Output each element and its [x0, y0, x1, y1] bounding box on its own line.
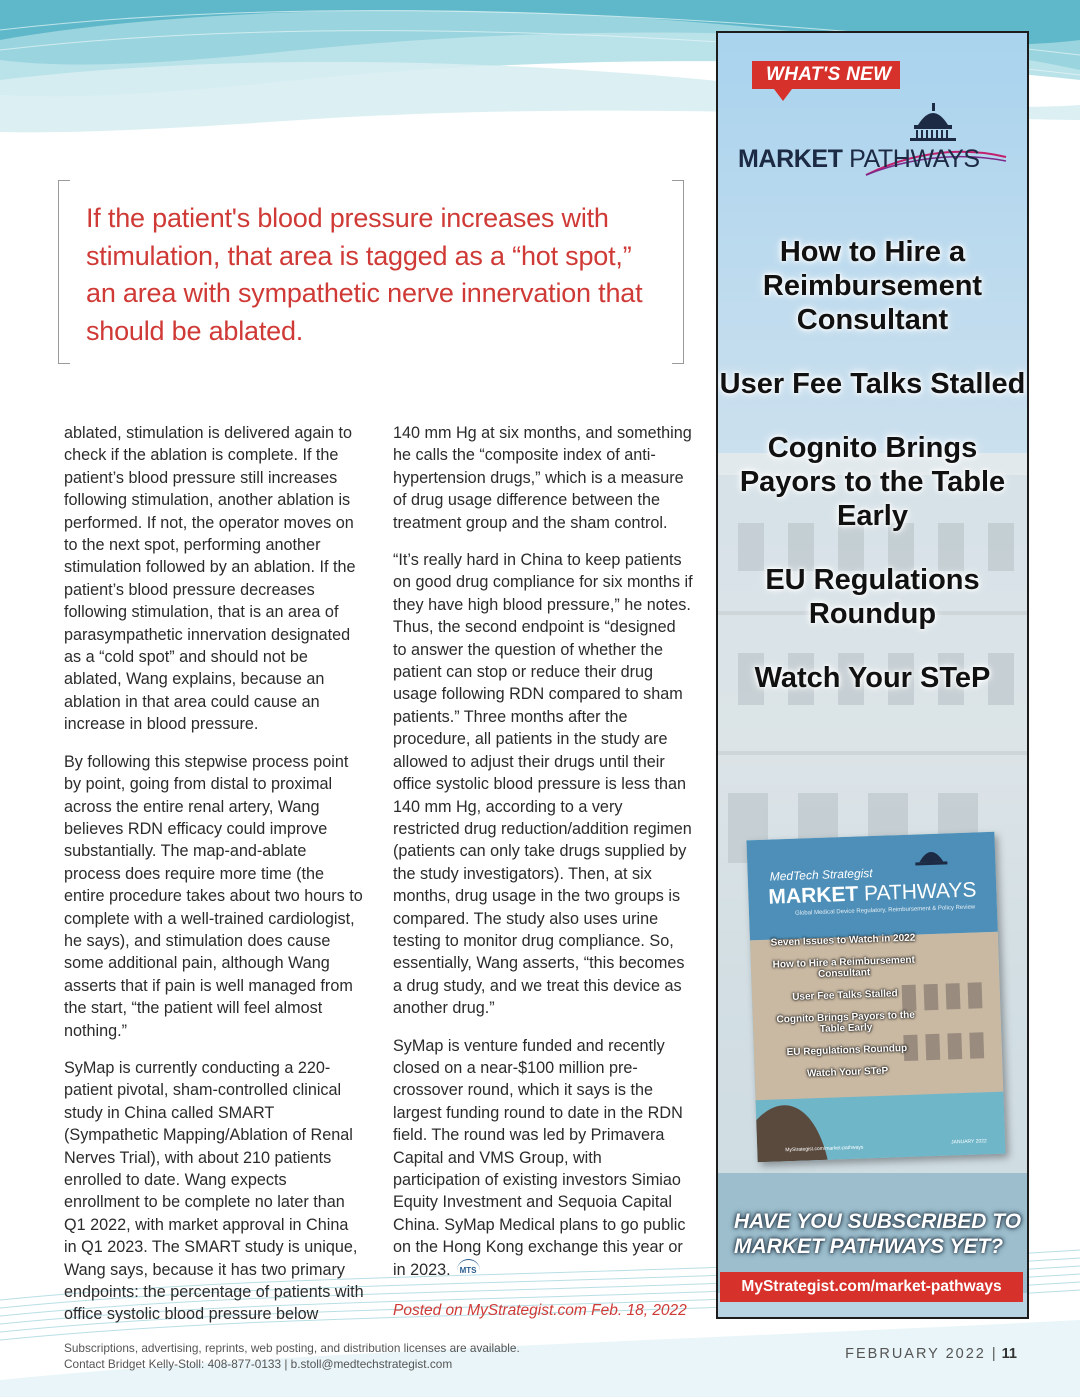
cover-headline: User Fee Talks Stalled — [792, 988, 898, 1003]
pull-quote-left-bracket — [58, 180, 70, 364]
paragraph: ablated, stimulation is delivered again to check if the ablation is complete. If the patient’s blood pressure still increases following stimulation, another ablation is performed. If not, the operator moves on to the next spot, performing another stimulation followed by an ablation. If the patient’s blood pressure decreases following stimulation, that is an area of parasympathetic innervation designated as a “cold spot” and should not be ablated, Wang explains, because an ablation in that area could cause an increase in blood pressure. — [64, 424, 356, 734]
cover-headline: Watch Your STeP — [806, 1065, 889, 1080]
folio-separator: | — [991, 1346, 996, 1362]
footer-contact — [64, 1340, 520, 1372]
cover-url: MyStrategist.com/market-pathways — [785, 1144, 864, 1154]
whats-new-badge: WHAT'S NEW — [752, 61, 900, 89]
subscribe-prompt: HAVE YOU SUBSCRIBED TO MARKET PATHWAYS YET? — [734, 1210, 1022, 1258]
headline-item[interactable]: EU Regulations Roundup — [765, 564, 980, 630]
headline-item[interactable]: How to Hire a Reimbursement Consultant — [762, 236, 983, 336]
cover-tagline: Global Medical Device Regulatory, Reimbursement & Policy Review — [794, 904, 976, 917]
page-folio — [845, 1346, 1017, 1362]
cover-headline: How to Hire a Reimbursement Consultant — [772, 954, 916, 981]
pull-quote — [58, 180, 684, 364]
cover-subtitle: MedTech Strategist — [769, 866, 873, 884]
market-pathways-ad[interactable] — [716, 31, 1029, 1319]
footer-line-1: Subscriptions, advertising, reprints, web posting, and distribution licenses are available. — [64, 1341, 520, 1355]
paragraph: By following this stepwise process point by point, going from distal to proximal across the entire renal artery, Wang believes RDN efficacy could improve substantially. The map-and-ablate process does require more time (the entire procedure takes about two hours to complete with a well-trained cardiologist, he says), and stimulation does cause some additional pain, although Wang asserts that if pain is well managed from the start, “the patient will feel almost nothing.” — [64, 752, 363, 1040]
headline-item[interactable]: Watch Your STeP — [754, 662, 991, 694]
paragraph: SyMap is currently conducting a 220-patient pivotal, sham-controlled clinical study in China called SMART (Sympathetic Mapping/Ablation of Renal Nerves Trial), with about 210 patients enrolled to date. Wang expects enrollment to be complete no later than Q1 2022, with market approval in China in Q1 2023. The SMART study is unique, Wang says, because it has two primary endpoints: the percentage of patients with office systolic blood pressure below — [64, 1058, 364, 1324]
cover-headlines — [768, 933, 923, 1092]
headline-item[interactable]: Cognito Brings Payors to the Table Early — [739, 432, 1006, 532]
page-number: 11 — [1001, 1346, 1017, 1362]
cover-title-bold: MARKET — [768, 882, 859, 909]
posted-on-link[interactable]: Posted on MyStrategist.com Feb. 18, 2022 — [393, 1302, 687, 1320]
logo-bold: MARKET — [738, 145, 843, 173]
cover-date: JANUARY 2022 — [951, 1138, 987, 1146]
market-pathways-link[interactable]: MyStrategist.com/market-pathways — [720, 1272, 1023, 1302]
ad-headlines — [718, 235, 1027, 725]
issue-date: FEBRUARY 2022 — [845, 1346, 986, 1362]
cover-headline: Cognito Brings Payors to the Table Early — [776, 1009, 916, 1035]
magazine-cover[interactable] — [746, 832, 1005, 1162]
headline-item[interactable]: User Fee Talks Stalled — [719, 368, 1026, 400]
mts-end-logo: MTS — [457, 1259, 480, 1282]
pull-quote-text: If the patient's blood pressure increases with stimulation, that area is tagged as a “hot spot,” an area with sympathetic nerve innervation that should be ablated. — [86, 203, 643, 346]
pull-quote-right-bracket — [672, 180, 684, 364]
paragraph: 140 mm Hg at six months, and something he calls the “composite index of anti-hypertension drugs,” which is a measure of drug usage difference between the treatment group and the sham control. — [393, 424, 692, 532]
paragraph-text: SyMap is venture funded and recently closed on a near-$100 million pre-crossover round, which it says is the largest funding round to date in the RDN field. The round was led by Primavera Capital and VMS Group, with participation of existing investors Simiao Equity Investment and Sequoia Capital China. SyMap Medical plans to go public on the Hong Kong exchange this year or in 2023. — [393, 1036, 686, 1279]
market-pathways-logo-text — [738, 145, 1014, 174]
article-column-1 — [64, 422, 364, 1326]
article-column-2 — [393, 422, 693, 1322]
footer-line-2: Contact Bridget Kelly-Stoll: 408-877-0133 | b.stoll@medtechstrategist.com — [64, 1357, 453, 1371]
logo-light: PATHWAYS — [849, 145, 980, 173]
paragraph: “It’s really hard in China to keep patients on good drug compliance for six months if they have high blood pressure,” he notes. Thus, the second endpoint is “designed to answer the question of whether the patient can stop or reduce their drug usage following RDN compared to sham patients.” Three months after the procedure, all patients in the study are allowed to adjust their drugs until their office systolic blood pressure is less than 140 mm Hg, according to a very restricted drug reduction/addition regimen (patients can only take drugs supplied by the study investigators). Then, at six months, drug usage in the two groups is compared. The study also uses urine testing to monitor drug compliance. So, essentially, Wang asserts, “this becomes a drug study, and we treat this device as another drug.” — [393, 551, 693, 1018]
cover-headline: Seven Issues to Watch in 2022 — [770, 932, 916, 949]
cover-headline: EU Regulations Roundup — [786, 1042, 908, 1059]
cover-title-light: PATHWAYS — [863, 878, 977, 906]
paragraph-last — [393, 1035, 693, 1282]
